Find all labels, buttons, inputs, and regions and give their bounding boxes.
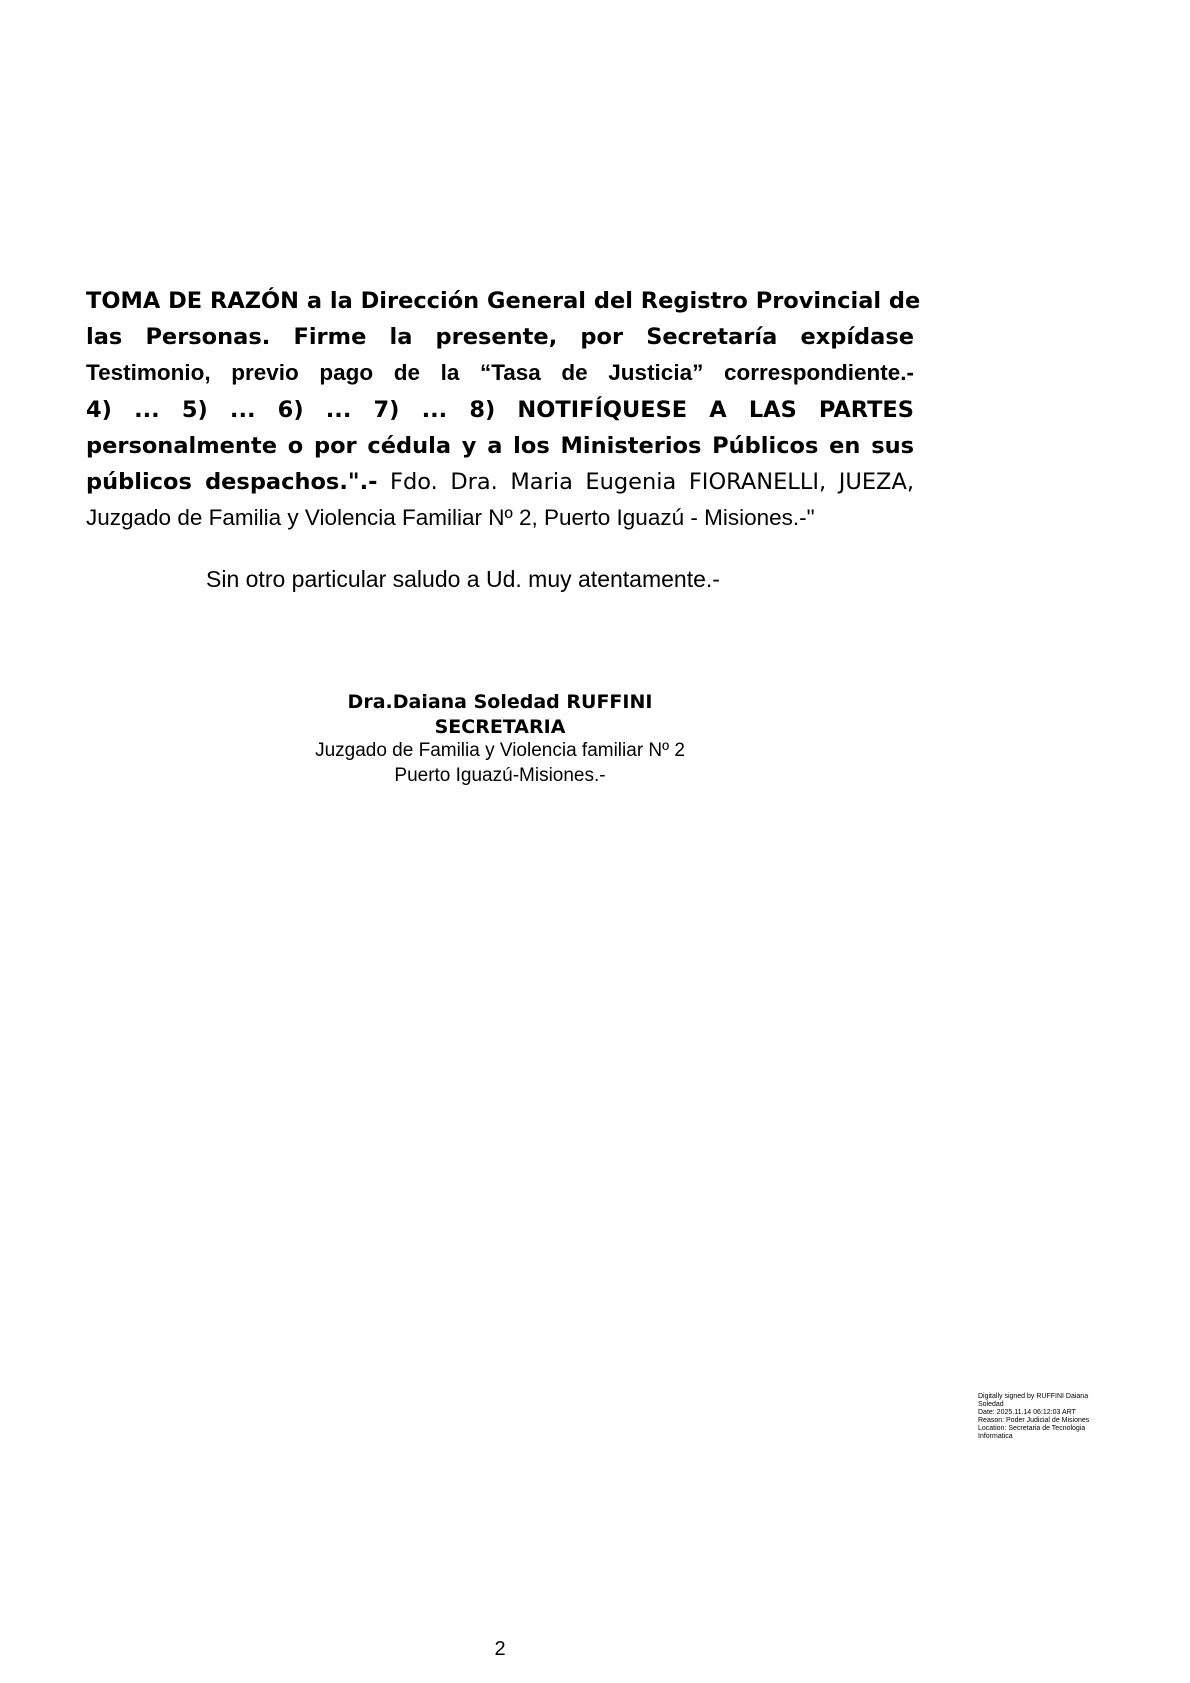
resolution-excerpt [86, 283, 921, 536]
body-line-1: TOMA DE RAZÓN a la Dirección General del Registro Provincial de [86, 288, 921, 314]
body-line-4: 4) ... 5) ... 6) ... 7) ... 8) NOTIFÍQUESE A LAS PARTES [86, 396, 914, 423]
closing-salutation: Sin otro particular saludo a Ud. muy atentamente.- [206, 566, 720, 592]
stamp-line-3: Date: 2025.11.14 06:12:03 ART [978, 1409, 1076, 1416]
signer-place: Puerto Iguazú-Misiones.- [394, 764, 606, 786]
signer-role: SECRETARIA [434, 715, 566, 738]
body-line-3: Testimonio, previo pago de la “Tasa de Justicia” correspondiente.- [86, 360, 914, 386]
digital-signature-stamp [978, 1393, 1118, 1441]
signature-block [250, 690, 750, 788]
body-line-2: las Personas. Firme la presente, por Secretaría expídase [86, 324, 914, 351]
stamp-line-4: Reason: Poder Judicial de Misiones [978, 1417, 1090, 1424]
stamp-line-5: Location: Secretaria de Tecnologia [978, 1425, 1086, 1432]
body-line-6-bold: públicos despachos.".- [86, 469, 378, 496]
page-number: 2 [494, 1638, 506, 1660]
body-line-6-signed: Fdo. Dra. Maria Eugenia FIORANELLI, JUEZA, [377, 469, 914, 496]
body-line-7: Juzgado de Familia y Violencia Familiar Nº 2, Puerto Iguazú - Misiones.-" [86, 505, 815, 531]
stamp-line-1: Digitally signed by RUFFINI Daiana [978, 1393, 1089, 1400]
body-line-6 [86, 464, 914, 500]
stamp-line-6: Informatica [978, 1433, 1013, 1440]
stamp-line-2: Soledad [978, 1401, 1004, 1408]
signer-court: Juzgado de Familia y Violencia familiar Nº 2 [315, 740, 685, 761]
signer-name: Dra.Daiana Soledad RUFFINI [347, 691, 653, 713]
body-line-5: personalmente o por cédula y a los Ministerios Públicos en sus [86, 432, 914, 459]
